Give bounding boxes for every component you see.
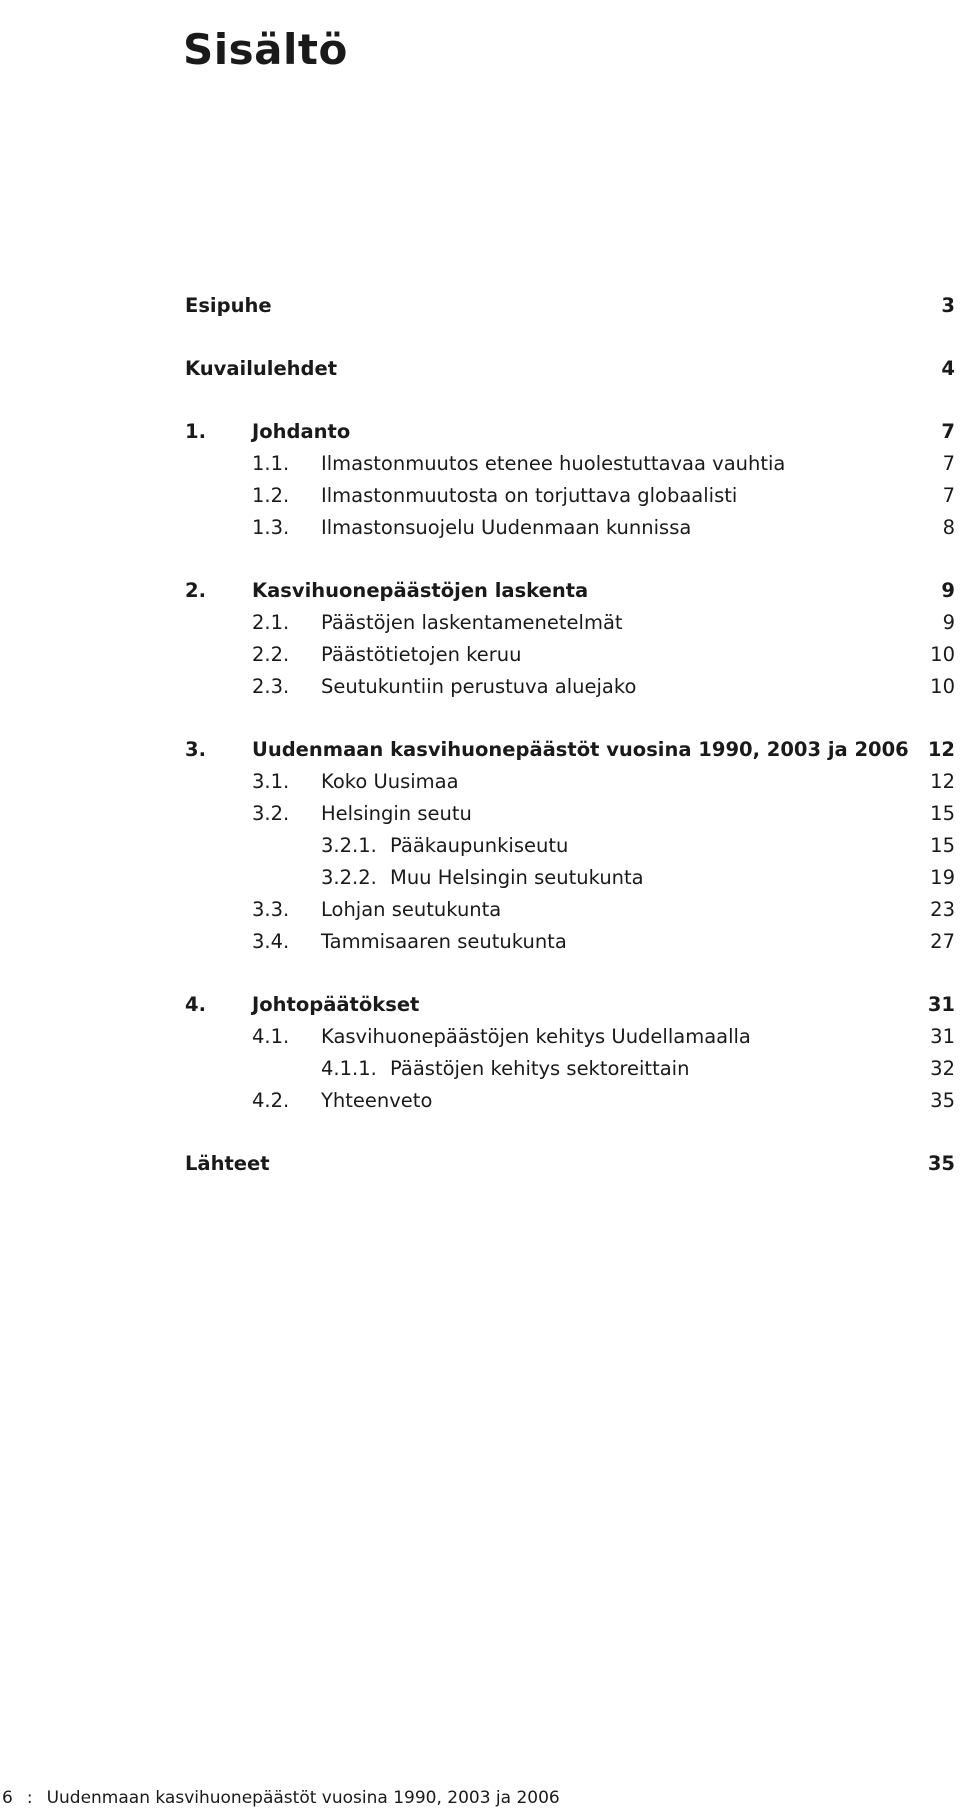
toc-entry-number: 2.3. (252, 675, 290, 698)
footer-page-number: 6 (2, 1788, 13, 1808)
toc-entry-page: 23 (930, 898, 955, 921)
toc-entry-page: 31 (927, 993, 955, 1016)
toc-entry-number: 3. (185, 738, 206, 761)
toc-entry-page: 10 (930, 643, 955, 666)
toc-entry-label: Tammisaaren seutukunta (321, 930, 567, 953)
toc-entry-number: 1.3. (252, 516, 290, 539)
toc-section-4-1[interactable] (185, 1021, 955, 1053)
toc-section-1-2[interactable] (185, 480, 955, 512)
toc-entry-label: Yhteenveto (321, 1089, 433, 1112)
toc-entry-label: Kuvailulehdet (185, 357, 338, 380)
footer-separator: : (26, 1788, 33, 1808)
toc-section-2-1[interactable] (185, 607, 955, 639)
toc-entry-page: 7 (942, 484, 955, 507)
toc-entry-page: 35 (930, 1089, 955, 1112)
toc-entry-number: 4.1. (252, 1025, 290, 1048)
toc-entry-page: 12 (927, 738, 955, 761)
toc-chapter-1[interactable] (185, 416, 955, 448)
page-footer (2, 1788, 560, 1808)
toc-entry-page: 31 (930, 1025, 955, 1048)
toc-entry-label: Lohjan seutukunta (321, 898, 502, 921)
toc-entry-label: Koko Uusimaa (321, 770, 459, 793)
toc-entry-number: 2. (185, 579, 206, 602)
toc-entry-number: 1.2. (252, 484, 290, 507)
toc-entry-page: 32 (930, 1057, 955, 1080)
toc-entry-label: Ilmastonsuojelu Uudenmaan kunnissa (321, 516, 692, 539)
toc-section-3-2[interactable] (185, 798, 955, 830)
toc-entry-number: 3.3. (252, 898, 290, 921)
toc-entry-lahteet[interactable] (185, 1148, 955, 1180)
toc-chapter-2[interactable] (185, 575, 955, 607)
toc-entry-label: Ilmastonmuutos etenee huolestuttavaa vauhtia (321, 452, 786, 475)
toc-entry-number: 3.1. (252, 770, 290, 793)
toc-entry-number: 3.2.1. (321, 834, 377, 857)
toc-subsection-3-2-2[interactable] (185, 862, 955, 894)
toc-entry-page: 15 (930, 802, 955, 825)
toc-entry-number: 1. (185, 420, 206, 443)
toc-chapter-3[interactable] (185, 734, 955, 766)
toc-chapter-4[interactable] (185, 989, 955, 1021)
toc-entry-page: 3 (941, 294, 955, 317)
toc-section-3-4[interactable] (185, 926, 955, 958)
toc-entry-label: Helsingin seutu (321, 802, 472, 825)
toc-entry-label: Muu Helsingin seutukunta (390, 866, 644, 889)
toc-entry-page: 12 (930, 770, 955, 793)
toc-section-2-3[interactable] (185, 671, 955, 703)
toc-entry-label: Ilmastonmuutosta on torjuttava globaalisti (321, 484, 738, 507)
toc-section-4-2[interactable] (185, 1085, 955, 1117)
toc-entry-label: Päästöjen laskentamenetelmät (321, 611, 623, 634)
toc-entry-page: 8 (942, 516, 955, 539)
toc-section-3-1[interactable] (185, 766, 955, 798)
toc-entry-page: 7 (942, 452, 955, 475)
toc-entry-number: 3.2. (252, 802, 290, 825)
toc-entry-label: Kasvihuonepäästöjen laskenta (252, 579, 589, 602)
toc-entry-page: 4 (941, 357, 955, 380)
toc-entry-label: Johdanto (252, 420, 351, 443)
toc-entry-number: 2.1. (252, 611, 290, 634)
toc-entry-number: 1.1. (252, 452, 290, 475)
toc-entry-page: 27 (930, 930, 955, 953)
toc-entry-page: 35 (927, 1152, 955, 1175)
toc-entry-page: 19 (930, 866, 955, 889)
toc-section-1-3[interactable] (185, 512, 955, 544)
toc-subsection-4-1-1[interactable] (185, 1053, 955, 1085)
toc-entry-number: 4.2. (252, 1089, 290, 1112)
toc-entry-label: Päästötietojen keruu (321, 643, 522, 666)
toc-entry-number: 4. (185, 993, 206, 1016)
page-title: Sisältö (183, 25, 348, 75)
toc-entry-label: Uudenmaan kasvihuonepäästöt vuosina 1990, 2003 ja 2006 (252, 738, 909, 761)
toc-entry-label: Kasvihuonepäästöjen kehitys Uudellamaalla (321, 1025, 751, 1048)
toc-section-1-1[interactable] (185, 448, 955, 480)
toc-entry-number: 2.2. (252, 643, 290, 666)
toc-section-2-2[interactable] (185, 639, 955, 671)
toc-entry-label: Esipuhe (185, 294, 272, 317)
toc-entry-kuvailulehdet[interactable] (185, 353, 955, 385)
footer-publication-title: Uudenmaan kasvihuonepäästöt vuosina 1990, 2003 ja 2006 (46, 1788, 560, 1808)
toc-entry-page: 7 (941, 420, 955, 443)
toc-entry-label: Lähteet (185, 1152, 270, 1175)
toc-entry-label: Seutukuntiin perustuva aluejako (321, 675, 637, 698)
toc-entry-label: Päästöjen kehitys sektoreittain (390, 1057, 690, 1080)
toc-entry-page: 10 (930, 675, 955, 698)
toc-entry-esipuhe[interactable] (185, 290, 955, 322)
toc-entry-page: 9 (941, 579, 955, 602)
toc-entry-label: Johtopäätökset (252, 993, 420, 1016)
toc-entry-number: 3.4. (252, 930, 290, 953)
toc-entry-label: Pääkaupunkiseutu (390, 834, 569, 857)
toc-section-3-3[interactable] (185, 894, 955, 926)
table-of-contents (185, 290, 955, 1180)
toc-entry-number: 3.2.2. (321, 866, 377, 889)
toc-entry-page: 9 (942, 611, 955, 634)
toc-subsection-3-2-1[interactable] (185, 830, 955, 862)
toc-entry-number: 4.1.1. (321, 1057, 377, 1080)
toc-entry-page: 15 (930, 834, 955, 857)
